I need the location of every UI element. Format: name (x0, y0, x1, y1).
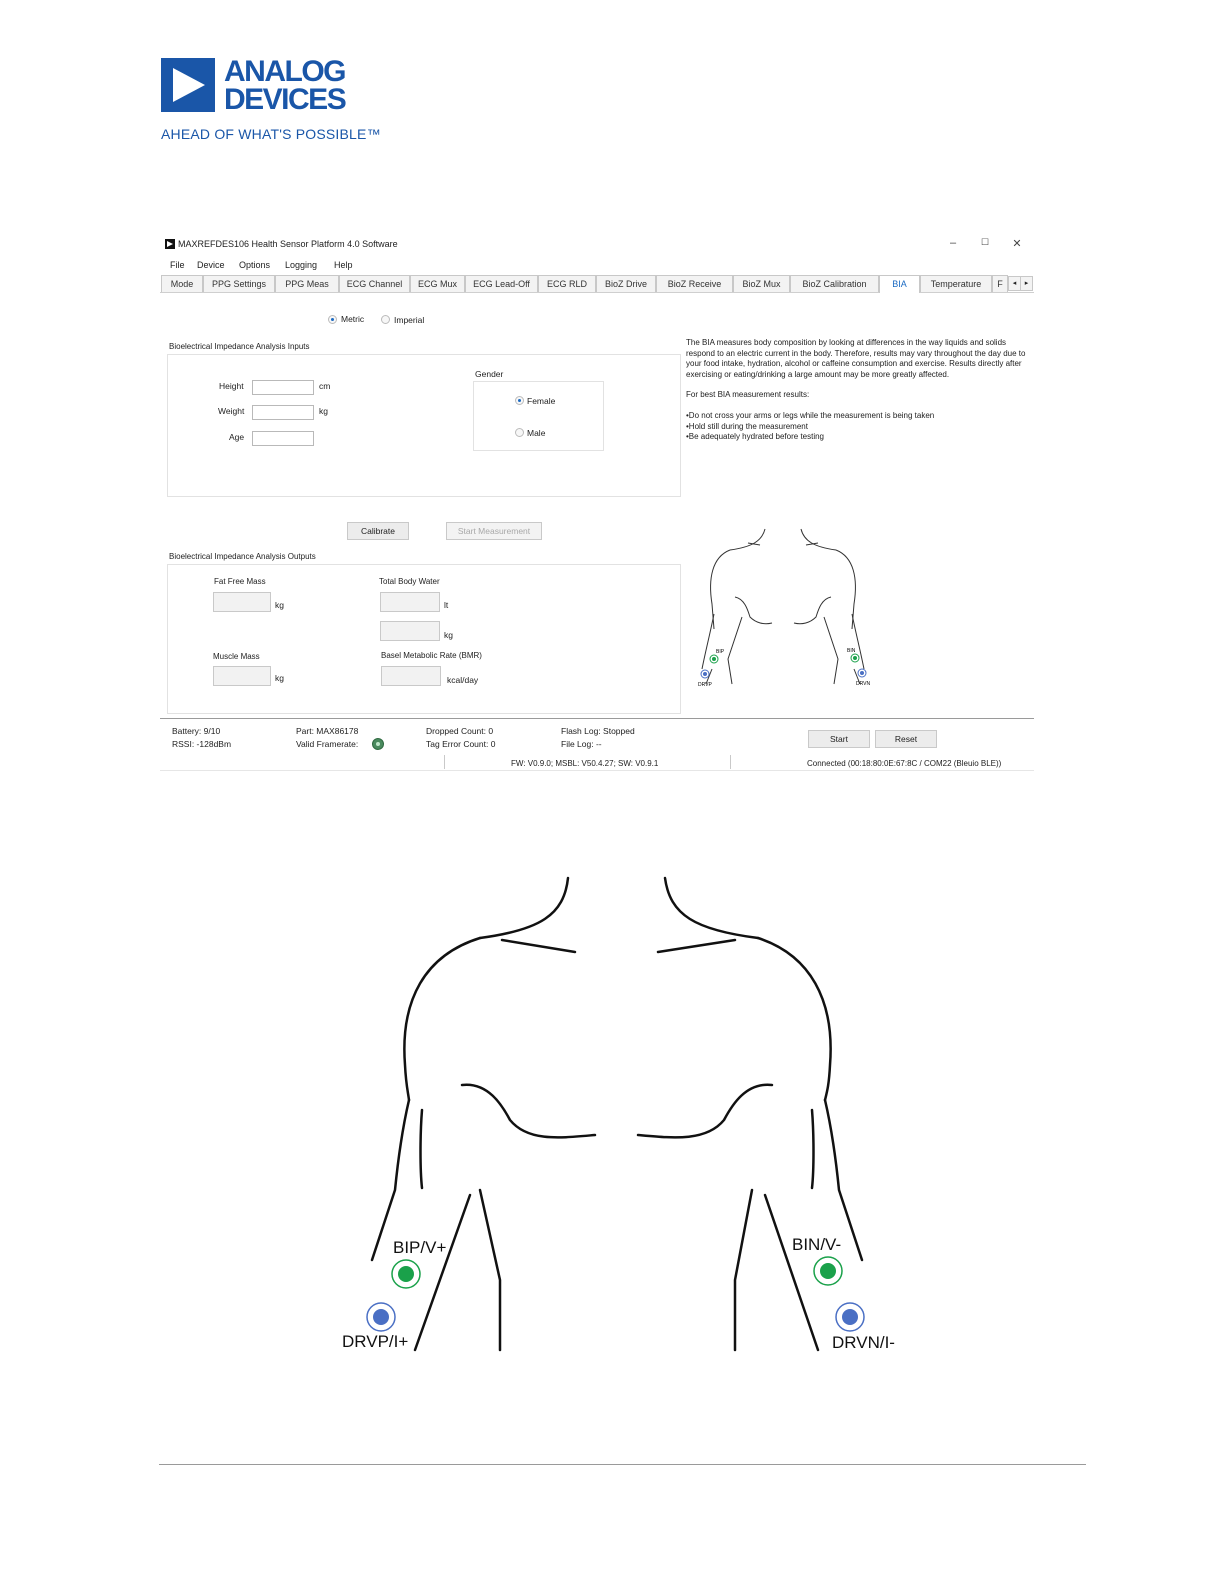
calibrate-button[interactable]: Calibrate (347, 522, 409, 540)
male-label: Male (527, 428, 546, 438)
tab-ecg-lead-off[interactable]: ECG Lead-Off (465, 275, 538, 292)
app-window (160, 234, 1034, 772)
age-label: Age (229, 432, 245, 442)
status-divider (160, 718, 1034, 719)
small-bin-label: BIN (847, 648, 856, 654)
app-logo-icon (165, 239, 175, 249)
small-drvp-label: DRVP (698, 682, 712, 688)
imperial-label: Imperial (394, 315, 425, 325)
tab-ecg-rld[interactable]: ECG RLD (538, 275, 596, 292)
logo-triangle-icon (161, 58, 215, 112)
maximize-icon[interactable]: ☐ (980, 237, 990, 247)
dropped-count: Dropped Count: 0 (426, 726, 494, 736)
tab-temperature[interactable]: Temperature (920, 275, 992, 292)
fat-free-mass-unit: kg (275, 600, 284, 610)
battery-status: Battery: 9/10 (172, 726, 221, 736)
tab-bia[interactable]: BIA (879, 275, 920, 293)
gender-group (473, 381, 604, 451)
small-bip-label: BIP (716, 649, 725, 655)
statusbar-separator (444, 755, 445, 769)
logo-word-analog: ANALOG (224, 55, 345, 88)
best-results-title: For best BIA measurement results: (686, 390, 810, 400)
window-bottom-edge (160, 770, 1034, 771)
part-status: Part: MAX86178 (296, 726, 359, 736)
tab-mode[interactable]: Mode (161, 275, 203, 292)
metric-label: Metric (341, 314, 365, 324)
imperial-radio[interactable] (381, 315, 390, 324)
tag-error-count: Tag Error Count: 0 (426, 739, 496, 749)
close-icon[interactable]: ✕ (1012, 238, 1022, 250)
total-body-water-label: Total Body Water (379, 577, 440, 586)
window-title: MAXREFDES106 Health Sensor Platform 4.0 Software (178, 239, 398, 249)
tab-ecg-channel[interactable]: ECG Channel (339, 275, 410, 292)
framerate-indicator-icon (372, 738, 384, 750)
bmr-unit: kcal/day (447, 675, 479, 685)
tab-ecg-mux[interactable]: ECG Mux (410, 275, 465, 292)
minimize-icon[interactable]: – (949, 237, 957, 249)
valid-framerate-label: Valid Framerate: (296, 739, 359, 749)
height-unit: cm (319, 381, 331, 391)
bia-description: The BIA measures body composition by looking at differences in the way liquids and solids respond to an electric current in the body. Therefore, results may vary throughout the day due to your food intake, hydration, alcohol or caffeine consumption and exercise. Results directly after exercising or eating/drinking a large amount may be more greatly affected. (686, 338, 1026, 379)
drvp-label: DRVP/I+ (342, 1332, 409, 1351)
menu-logging[interactable]: Logging (285, 260, 318, 270)
tab-overflow[interactable]: F (992, 275, 1008, 292)
tbw-unit-kg: kg (444, 630, 453, 640)
female-label: Female (527, 396, 556, 406)
analog-devices-logo (161, 55, 381, 148)
reset-button[interactable]: Reset (875, 730, 937, 748)
menu-help[interactable]: Help (334, 260, 353, 270)
tab-bioz-calibration[interactable]: BioZ Calibration (790, 275, 879, 292)
total-body-water-lt-output (380, 592, 440, 612)
footer-rule (159, 1464, 1086, 1465)
flash-log-status: Flash Log: Stopped (561, 726, 635, 736)
height-label: Height (219, 381, 244, 391)
tip-item: •Hold still during the measurement (686, 421, 808, 431)
weight-label: Weight (218, 406, 245, 416)
rssi-status: RSSI: -128dBm (172, 739, 232, 749)
fat-free-mass-label: Fat Free Mass (214, 577, 266, 586)
electrode-placement-figure (340, 870, 895, 1360)
fat-free-mass-output (213, 592, 271, 612)
logo-tagline: AHEAD OF WHAT'S POSSIBLE™ (161, 126, 381, 142)
bmr-label: Basel Metabolic Rate (BMR) (381, 651, 482, 660)
tip-item: •Do not cross your arms or legs while the measurement is being taken (686, 410, 935, 420)
statusbar-separator (730, 755, 731, 769)
tab-ppg-settings[interactable]: PPG Settings (203, 275, 275, 292)
metric-radio[interactable] (328, 315, 337, 324)
title-bar (160, 234, 1034, 254)
file-log-status: File Log: -- (561, 739, 602, 749)
weight-input[interactable] (252, 405, 314, 420)
logo-word-devices: DEVICES (224, 83, 346, 116)
drvn-label: DRVN/I- (832, 1333, 895, 1352)
height-input[interactable] (252, 380, 314, 395)
inputs-title: Bioelectrical Impedance Analysis Inputs (169, 342, 310, 351)
tab-bioz-receive[interactable]: BioZ Receive (656, 275, 733, 292)
tab-scroll-left-icon[interactable]: ◂ (1008, 276, 1021, 291)
small-torso-diagram (690, 519, 880, 699)
menu-options[interactable]: Options (239, 260, 271, 270)
bin-label: BIN/V- (792, 1235, 842, 1254)
muscle-mass-unit: kg (275, 673, 284, 683)
bip-label: BIP/V+ (393, 1238, 447, 1257)
menu-file[interactable]: File (170, 260, 185, 270)
weight-unit: kg (319, 406, 328, 416)
connection-status: Connected (00:18:80:0E:67:8C / COM22 (Bleuio BLE)) (807, 759, 1002, 768)
tab-scroll-right-icon[interactable]: ▸ (1020, 276, 1033, 291)
male-radio[interactable] (515, 428, 524, 437)
tab-bar (160, 274, 1034, 293)
tip-item: •Be adequately hydrated before testing (686, 432, 825, 442)
tab-bioz-mux[interactable]: BioZ Mux (733, 275, 790, 292)
bmr-output (381, 666, 441, 686)
start-button[interactable]: Start (808, 730, 870, 748)
bia-info-panel (686, 338, 1028, 443)
muscle-mass-label: Muscle Mass (213, 652, 260, 661)
gender-title: Gender (475, 369, 504, 379)
menu-device[interactable]: Device (197, 260, 225, 270)
tab-ppg-meas[interactable]: PPG Meas (275, 275, 339, 292)
age-input[interactable] (252, 431, 314, 446)
start-measurement-button[interactable]: Start Measurement (446, 522, 542, 540)
tab-bioz-drive[interactable]: BioZ Drive (596, 275, 656, 292)
small-drvn-label: DRVN (856, 681, 871, 687)
outputs-title: Bioelectrical Impedance Analysis Outputs (169, 552, 316, 561)
muscle-mass-output (213, 666, 271, 686)
total-body-water-kg-output (380, 621, 440, 641)
firmware-version: FW: V0.9.0; MSBL: V50.4.27; SW: V0.9.1 (511, 759, 659, 768)
female-radio[interactable] (515, 396, 524, 405)
tbw-unit-lt: lt (444, 600, 449, 610)
menu-bar (160, 258, 1034, 272)
torso-diagram (340, 870, 880, 1360)
